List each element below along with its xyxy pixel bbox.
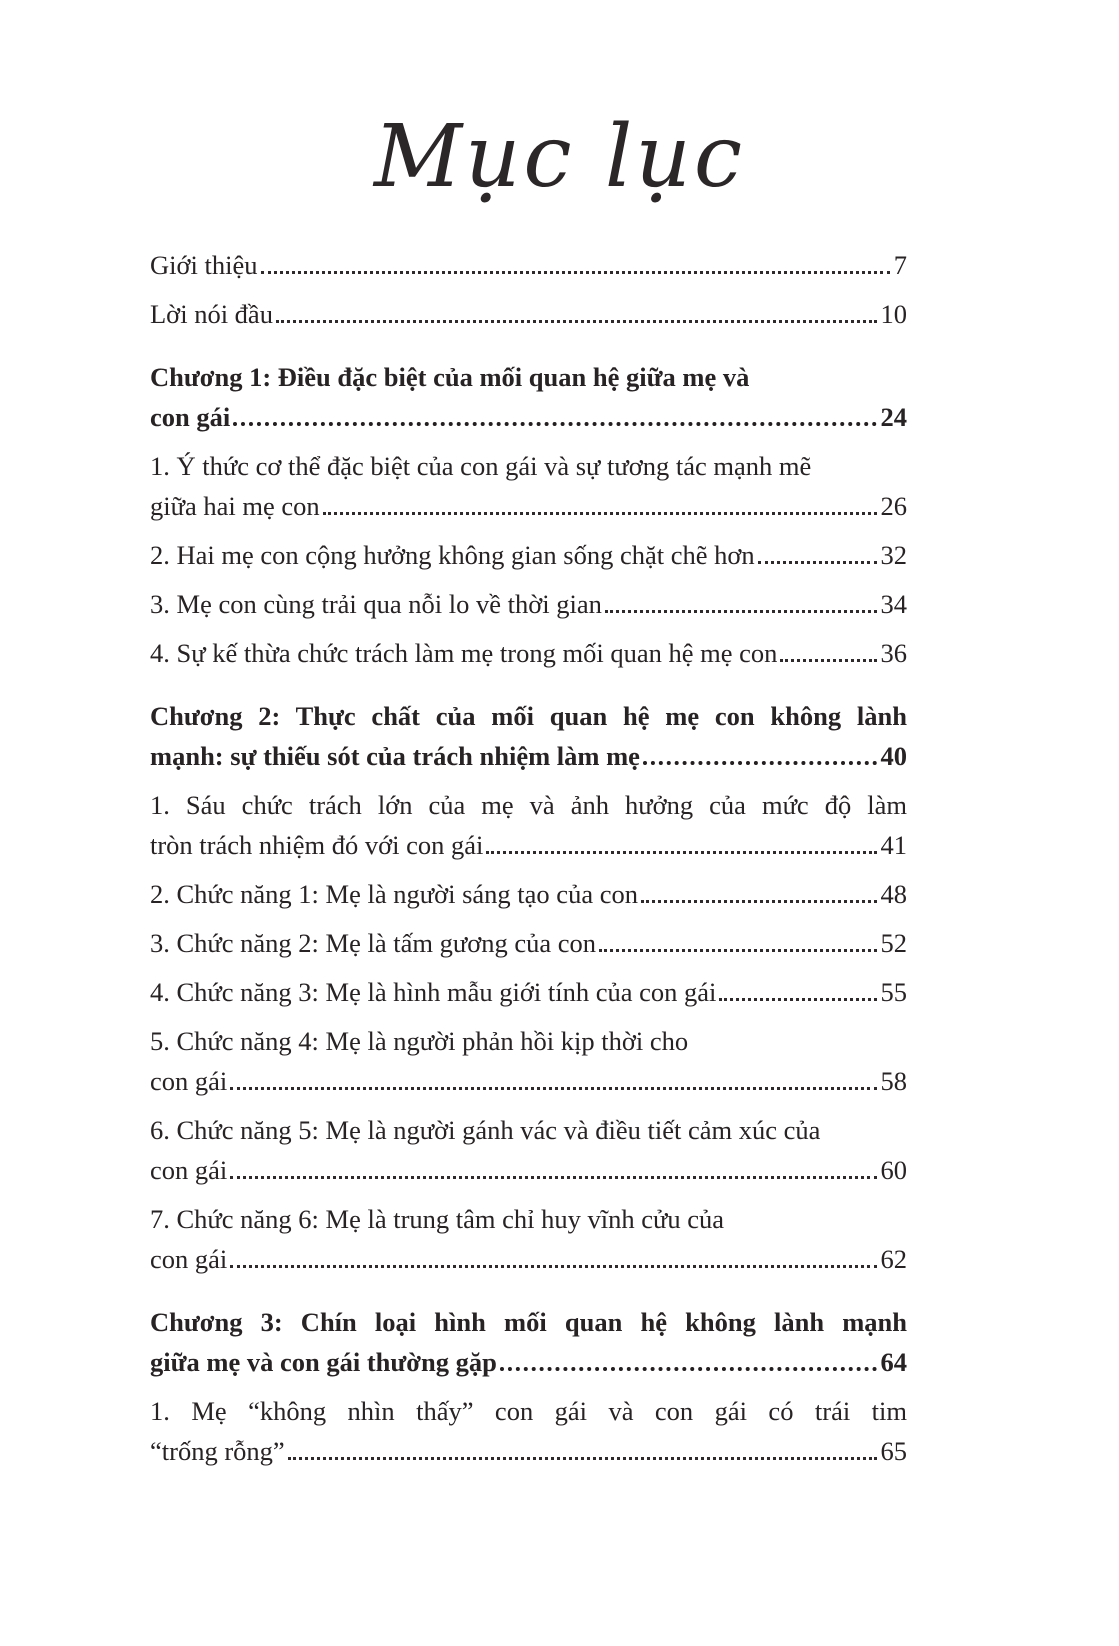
toc-entry-last-line (150, 397, 907, 437)
toc-entry (150, 874, 907, 914)
dot-leader (276, 320, 877, 323)
toc-entry-last-line (150, 584, 907, 624)
dot-leader (758, 561, 877, 564)
toc-entry-last-line (150, 1061, 907, 1101)
toc-entry-text: 2. Chức năng 1: Mẹ là người sáng tạo của con (150, 878, 638, 909)
toc-entry (150, 294, 907, 334)
toc-entry-text: 1. Mẹ “không nhìn thấy” con gái và con gái có trái tim (150, 1395, 907, 1426)
toc-entry-last-line (150, 245, 907, 285)
toc-entry (150, 1199, 907, 1279)
toc-entry-last-line (150, 874, 907, 914)
toc-page-number: 62 (880, 1243, 907, 1274)
toc-entry-text: 7. Chức năng 6: Mẹ là trung tâm chỉ huy vĩnh cửu của (150, 1203, 725, 1234)
dot-leader (323, 512, 877, 515)
page-title: Mục lục (373, 107, 745, 207)
toc-chapter-heading (150, 357, 907, 437)
toc-entry (150, 535, 907, 575)
toc-entry-last-line (150, 535, 907, 575)
toc-page-number: 24 (880, 401, 907, 432)
toc-entry (150, 1021, 907, 1101)
dot-leader (719, 998, 876, 1001)
toc-page-number: 55 (880, 976, 907, 1007)
dot-leader (780, 659, 876, 662)
dot-leader (599, 949, 876, 952)
toc-entry-text: 1. Sáu chức trách lớn của mẹ và ảnh hưởng của mức độ làm (150, 789, 907, 820)
toc-entry-text: 4. Chức năng 3: Mẹ là hình mẫu giới tính của con gái (150, 976, 717, 1007)
toc-entry (150, 785, 907, 865)
dot-leader (605, 610, 877, 613)
toc-entry-last-line (150, 1239, 907, 1279)
toc-page-number: 41 (880, 829, 907, 860)
toc-entry (150, 923, 907, 963)
toc-page-number: 34 (880, 588, 907, 619)
dot-leader (261, 271, 890, 274)
toc-entry-text: Chương 2: Thực chất của mối quan hệ mẹ con không lành (150, 700, 907, 731)
table-of-contents (150, 245, 907, 1471)
toc-entry-text: 3. Mẹ con cùng trải qua nỗi lo về thời gian (150, 588, 602, 619)
toc-entry-text: con gái (150, 1065, 228, 1096)
toc-chapter-heading (150, 1302, 907, 1382)
toc-page-number: 64 (880, 1346, 907, 1377)
toc-entry (150, 245, 907, 285)
toc-entry-last-line (150, 923, 907, 963)
toc-entry (150, 1391, 907, 1471)
toc-page-number: 48 (880, 878, 907, 909)
toc-entry (150, 446, 907, 526)
toc-page-number: 52 (880, 927, 907, 958)
toc-entry (150, 972, 907, 1012)
dot-leader (230, 1087, 876, 1090)
dot-leader (641, 900, 877, 903)
toc-entry (150, 1110, 907, 1190)
dot-leader (486, 851, 876, 854)
toc-entry-text: 2. Hai mẹ con cộng hưởng không gian sống chặt chẽ hơn (150, 539, 755, 570)
toc-entry-last-line (150, 294, 907, 334)
toc-page-number: 26 (880, 490, 907, 521)
toc-entry-text: Chương 1: Điều đặc biệt của mối quan hệ giữa mẹ và (150, 361, 750, 392)
toc-page-number: 10 (880, 298, 907, 329)
toc-page-number: 65 (880, 1435, 907, 1466)
toc-entry-text: 5. Chức năng 4: Mẹ là người phản hồi kịp thời cho (150, 1025, 689, 1056)
toc-entry (150, 633, 907, 673)
dot-leader (230, 1176, 876, 1179)
toc-entry-text: 6. Chức năng 5: Mẹ là người gánh vác và điều tiết cảm xúc của (150, 1114, 821, 1145)
toc-entry-text: con gái (150, 1243, 228, 1274)
toc-entry-last-line (150, 1150, 907, 1190)
toc-entry-text: 3. Chức năng 2: Mẹ là tấm gương của con (150, 927, 597, 958)
toc-page-number: 36 (880, 637, 907, 668)
toc-entry-text: Chương 3: Chín loại hình mối quan hệ không lành mạnh (150, 1306, 907, 1337)
toc-page-number: 7 (893, 249, 907, 280)
toc-page-number: 58 (880, 1065, 907, 1096)
toc-chapter-heading (150, 696, 907, 776)
toc-entry-last-line (150, 1431, 907, 1471)
toc-entry (150, 584, 907, 624)
toc-entry-last-line (150, 736, 907, 776)
dot-leader (288, 1457, 877, 1460)
dot-leader (500, 1367, 877, 1371)
toc-entry-text: 1. Ý thức cơ thể đặc biệt của con gái và sự tương tác mạnh mẽ (150, 450, 812, 481)
toc-entry-last-line (150, 825, 907, 865)
toc-entry-text: tròn trách nhiệm đó với con gái (150, 829, 484, 860)
toc-entry-text: “trống rỗng” (150, 1435, 285, 1466)
toc-entry-text: 4. Sự kế thừa chức trách làm mẹ trong mối quan hệ mẹ con (150, 637, 778, 668)
toc-entry-last-line (150, 486, 907, 526)
toc-entry-text: con gái (150, 401, 231, 432)
toc-entry-text: Giới thiệu (150, 249, 258, 280)
toc-entry-text: con gái (150, 1154, 228, 1185)
toc-entry-last-line (150, 1342, 907, 1382)
dot-leader (233, 422, 876, 426)
toc-entry-last-line (150, 633, 907, 673)
toc-page-number: 60 (880, 1154, 907, 1185)
toc-entry-text: giữa hai mẹ con (150, 490, 320, 521)
dot-leader (230, 1265, 876, 1268)
toc-page-number: 32 (880, 539, 907, 570)
toc-entry-last-line (150, 972, 907, 1012)
toc-page-number: 40 (880, 740, 907, 771)
toc-entry-text: Lời nói đầu (150, 298, 273, 329)
dot-leader (643, 761, 877, 765)
toc-entry-text: mạnh: sự thiếu sót của trách nhiệm làm mẹ (150, 740, 640, 771)
toc-entry-text: giữa mẹ và con gái thường gặp (150, 1346, 497, 1377)
